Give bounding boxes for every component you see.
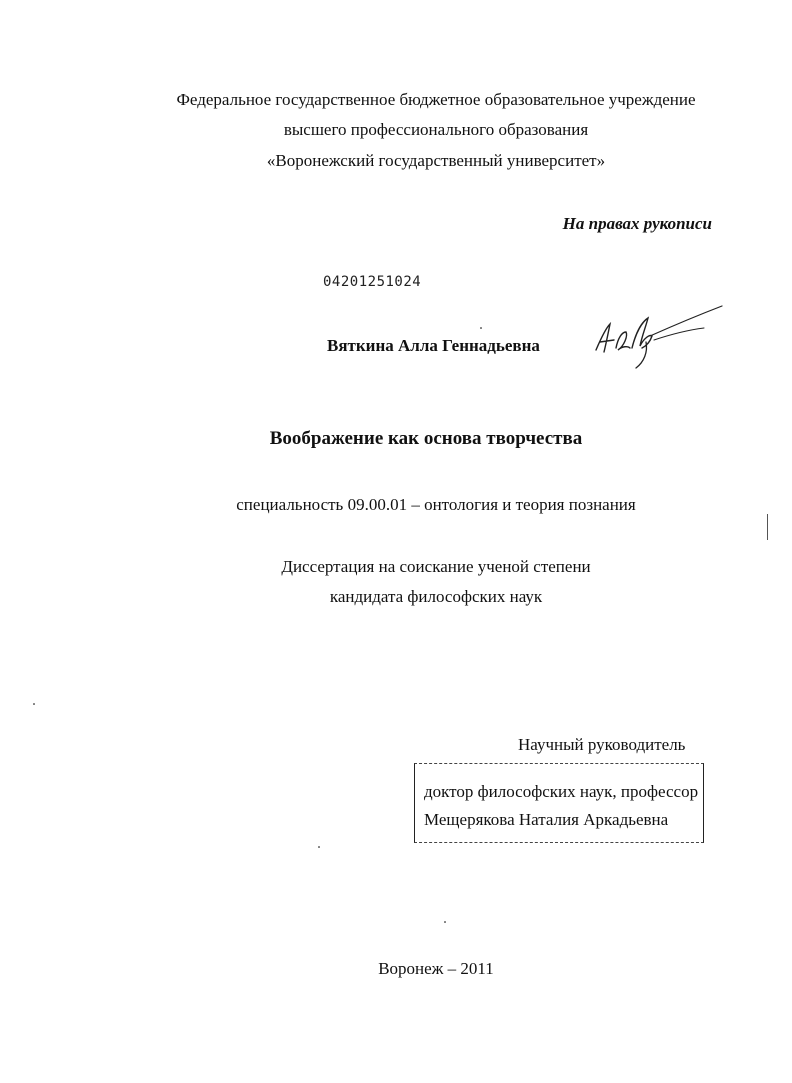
scan-speck [480,327,482,329]
degree-line-2: кандидата философских наук [329,587,543,606]
advisor-degree: доктор философских наук, профессор [424,782,699,801]
scan-speck [444,921,446,923]
author-name: Вяткина Алла Геннадьевна [327,336,540,355]
registration-number: 04201251024 [323,274,422,290]
manuscript-rights-note: На правах рукописи [562,214,712,233]
advisor-name: Мещерякова Наталия Аркадьевна [424,810,669,829]
institution-line-2: высшего профессионального образования [283,120,589,139]
dissertation-title: Воображение как основа творчества [269,428,583,449]
scan-speck [33,703,35,705]
city-year: Воронеж – 2011 [378,959,494,978]
scan-speck [318,846,320,848]
advisor-label: Научный руководитель [518,735,686,754]
scan-edge-mark [767,514,768,540]
degree-line-1: Диссертация на соискание ученой степени [281,557,591,576]
institution-line-1: Федеральное государственное бюджетное образовательное учреждение [176,90,696,109]
institution-line-3: «Воронежский государственный университет» [266,151,606,170]
advisor-box [414,763,704,843]
handwritten-signature [588,302,728,374]
specialty-line: специальность 09.00.01 – онтология и теория познания [236,495,636,514]
